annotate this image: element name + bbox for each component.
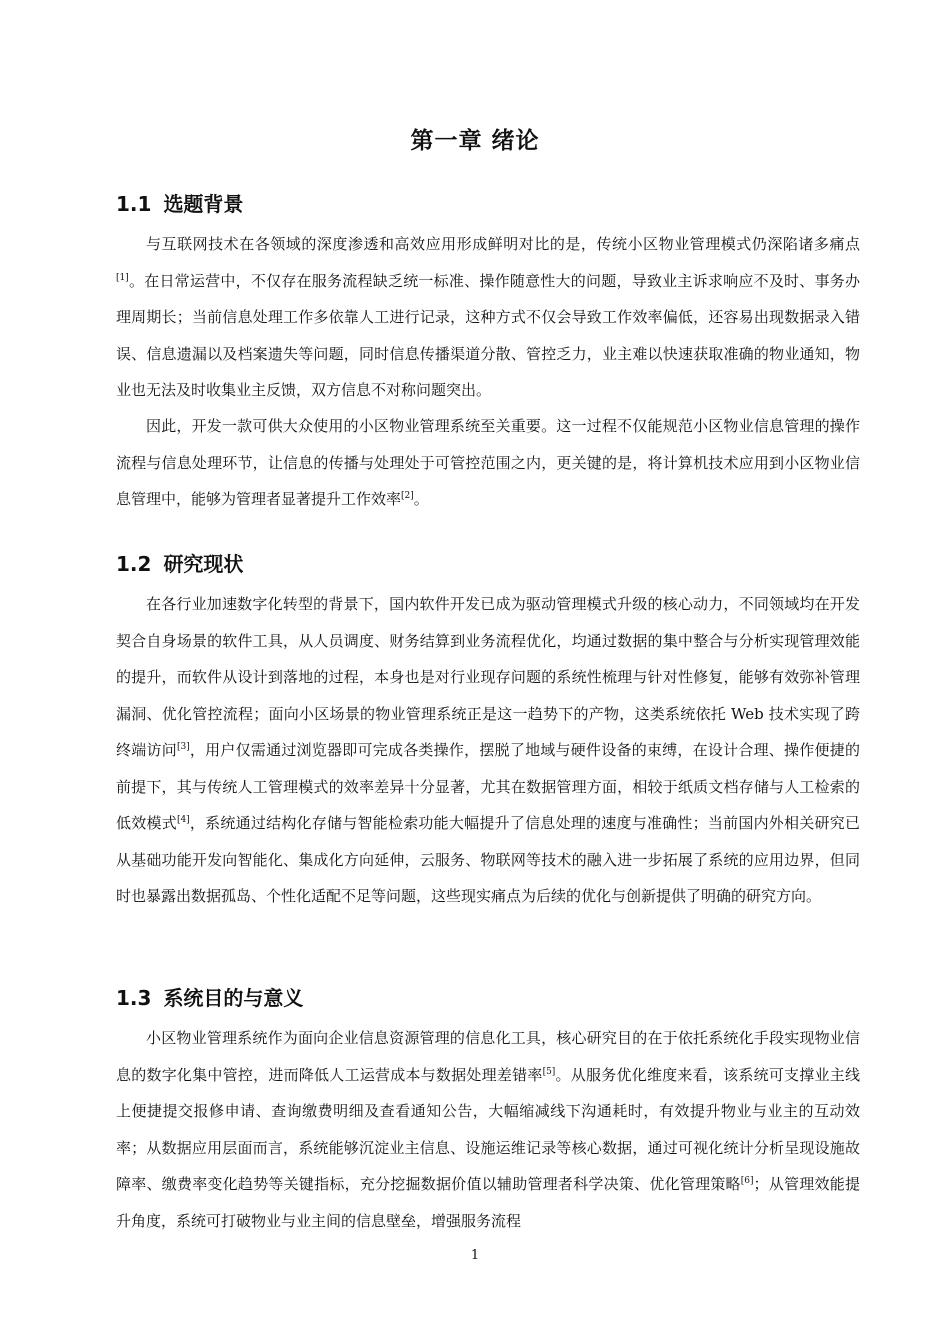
paragraph-text: 与互联网技术在各领域的深度渗透和高效应用形成鲜明对比的是，传统小区物业管理模式仍深陷诸多痛点 [146,235,860,253]
section-title: 研究现状 [163,552,244,576]
paragraph-text: 因此，开发一款可供大众使用的小区物业管理系统至关重要。这一过程不仅能规范小区物业信息管理的操作流程与信息处理环节，让信息的传播与处理处于可管控范围之内，更关键的是，将计算机技术应用到小区物业信息管理中，能够为管理者显著提升工作效率 [116,417,860,508]
paragraph [116,586,860,915]
paragraph-text: 。从服务优化维度来看，该系统可支撑业主线上便捷提交报修申请、查询缴费明细及查看通知公告，大幅缩减线下沟通耗时，有效提升物业与业主的互动效率；从数据应用层面而言，系统能够沉淀业主信息、设施运维记录等核心数据，通过可视化统计分析呈现设施故障率、缴费率变化趋势等关键指标，充分挖掘数据价值以辅助管理者科学决策、优化管理策略 [116,1065,860,1193]
section-heading-1-2 [116,548,243,577]
citation-ref: [5] [542,1066,556,1077]
paragraph-text: 。在日常运营中，不仅存在服务流程缺乏统一标准、操作随意性大的问题，导致业主诉求响应不及时、事务办理周期长；当前信息处理工作多依靠人工进行记录，这种方式不仅会导致工作效率偏低，还容易出现数据录入错误、信息遗漏以及档案遗失等问题，同时信息传播渠道分散、管控乏力，业主难以快速获取准确的物业通知，物业也无法及时收集业主反馈，双方信息不对称问题突出。 [116,271,860,399]
paragraph [116,408,860,518]
section-title: 系统目的与意义 [163,986,304,1010]
paragraph-text: 在各行业加速数字化转型的背景下，国内软件开发已成为驱动管理模式升级的核心动力，不同领域均在开发契合自身场景的软件工具，从人员调度、财务结算到业务流程优化，均通过数据的集中整合与分析实现管理效能的提升，而软件从设计到落地的过程，本身也是对行业现存问题的系统性梳理与针对性修复，能够有效弥补管理漏洞、优化管控流程；面向小区场景的物业管理系统正是这一趋势下的产物，这类系统依托 Web 技术实现了跨终端访问 [116,595,860,759]
page-number: 1 [470,1248,480,1263]
paragraph-text: ，用户仅需通过浏览器即可完成各类操作，摆脱了地域与硬件设备的束缚，在设计合理、操作便捷的前提下，其与传统人工管理模式的效率差异十分显著，尤其在数据管理方面，相较于纸质文档存储与人工检索的低效模式 [116,741,860,832]
citation-ref: [1] [116,272,129,283]
citation-ref: [4] [176,815,190,825]
section-number: 1.1 [116,192,152,216]
citation-ref: [2] [401,491,414,501]
paragraph-text: ；从管理效能提升角度，系统可打破物业与业主间的信息壁垒，增强服务流程 [116,1175,860,1230]
chapter-title: 第一章 绪论 [410,128,540,154]
paragraph-text: 。 [413,490,429,508]
section-title: 选题背景 [163,192,244,216]
section-heading-1-3 [116,982,303,1011]
citation-ref: [3] [176,742,190,752]
paragraph [116,226,860,409]
paragraph [116,1020,860,1239]
section-heading-1-1 [116,188,243,217]
paragraph-text: 小区物业管理系统作为面向企业信息资源管理的信息化工具，核心研究目的在于依托系统化手段实现物业信息的数字化集中管控，进而降低人工运营成本与数据处理差错率 [116,1029,860,1084]
citation-ref: [6] [740,1176,754,1186]
section-number: 1.2 [116,552,152,576]
paragraph-text: ，系统通过结构化存储与智能检索功能大幅提升了信息处理的速度与准确性；当前国内外相关研究已从基础功能开发向智能化、集成化方向延伸，云服务、物联网等技术的融入进一步拓展了系统的应用边界，但同时也暴露出数据孤岛、个性化适配不足等问题，这些现实痛点为后续的优化与创新提供了明确的研究方向。 [116,814,860,905]
section-number: 1.3 [116,986,152,1010]
